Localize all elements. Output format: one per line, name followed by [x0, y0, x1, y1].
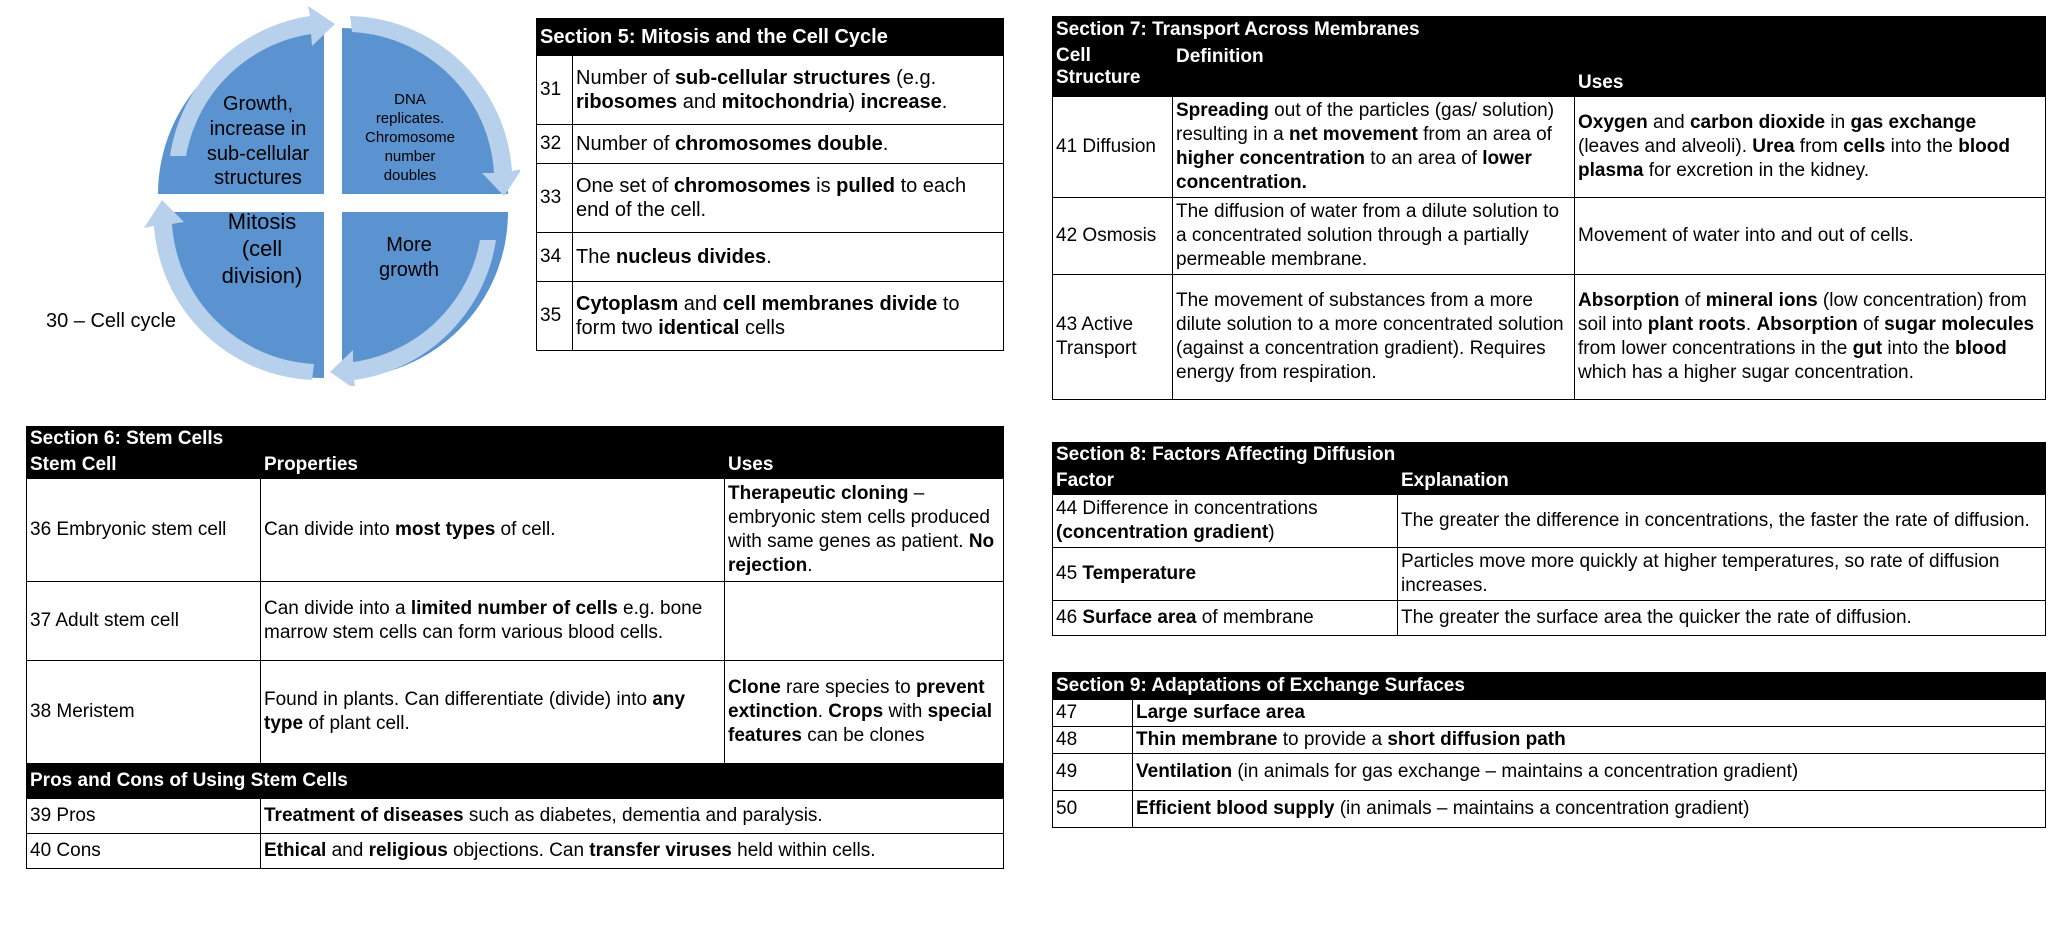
table-row: [27, 582, 1004, 661]
transport-name: 43 Active Transport: [1053, 275, 1173, 400]
factor-explanation: Particles move more quickly at higher temperatures, so rate of diffusion increases.: [1398, 548, 2046, 601]
table-row: [537, 164, 1004, 233]
table-row: [1053, 275, 2046, 400]
row-text: Ventilation (in animals for gas exchange – maintains a concentration gradient): [1133, 754, 2046, 791]
q1-line-1: Growth,: [222, 93, 294, 115]
section-5-table: [536, 18, 1004, 351]
row-text: Number of sub-cellular structures (e.g. ribosomes and mitochondria) increase.: [573, 56, 1004, 125]
row-number: 32: [537, 125, 573, 164]
stem-cell-uses: Therapeutic cloning – embryonic stem cells produced with same genes as patient. No rejection.: [725, 479, 1004, 582]
pros-text: Treatment of diseases such as diabetes, dementia and paralysis.: [261, 799, 1004, 834]
transport-definition: Spreading out of the particles (gas/ solution) resulting in a net movement from an area of higher concentration to an area of lower concentration.: [1173, 97, 1575, 198]
q3-line-2: (cell: [241, 236, 283, 261]
section-6-title: Section 6: Stem Cells: [27, 427, 1004, 452]
q4-line-2: growth: [378, 259, 440, 281]
row-text: Thin membrane to provide a short diffusion path: [1133, 727, 2046, 754]
row-text: Efficient blood supply (in animals – maintains a concentration gradient): [1133, 791, 2046, 828]
row-text: One set of chromosomes is pulled to each end of the cell.: [573, 164, 1004, 233]
transport-definition: The diffusion of water from a dilute solution to a concentrated solution through a partially permeable membrane.: [1173, 198, 1575, 275]
transport-uses: Absorption of mineral ions (low concentration) from soil into plant roots. Absorption of sugar molecules from lower concentrations in the gut into the blood which has a higher sugar concentration.: [1575, 275, 2046, 400]
row-number: 31: [537, 56, 573, 125]
row-number: 50: [1053, 791, 1133, 828]
transport-uses: Movement of water into and out of cells.: [1575, 198, 2046, 275]
cons-text: Ethical and religious objections. Can transfer viruses held within cells.: [261, 834, 1004, 869]
q2-line-4: number: [384, 148, 436, 165]
table-row: [1053, 198, 2046, 275]
row-number: 35: [537, 282, 573, 351]
q3-line-1: Mitosis: [227, 209, 297, 234]
stem-cell-properties: Found in plants. Can differentiate (divide) into any type of plant cell.: [261, 661, 725, 764]
row-text: Large surface area: [1133, 700, 2046, 727]
col-header-factor: Factor: [1053, 468, 1398, 495]
table-row: [537, 282, 1004, 351]
factor-name: 46 Surface area of membrane: [1053, 601, 1398, 636]
factor-name: 44 Difference in concentrations (concentration gradient): [1053, 495, 1398, 548]
stem-cell-name: 36 Embryonic stem cell: [27, 479, 261, 582]
section-7-table: [1052, 16, 2046, 400]
row-number: 49: [1053, 754, 1133, 791]
row-number: 33: [537, 164, 573, 233]
table-row: [1053, 700, 2046, 727]
stem-cell-properties: Can divide into a limited number of cells e.g. bone marrow stem cells can form various blood cells.: [261, 582, 725, 661]
section-8-table: [1052, 442, 2046, 636]
row-number: 48: [1053, 727, 1133, 754]
q3-line-3: division): [221, 263, 303, 288]
table-row: [27, 834, 1004, 869]
stem-cell-uses: [725, 582, 1004, 661]
stem-cell-name: 37 Adult stem cell: [27, 582, 261, 661]
factor-explanation: The greater the surface area the quicker the rate of diffusion.: [1398, 601, 2046, 636]
row-number: 34: [537, 233, 573, 282]
transport-name: 42 Osmosis: [1053, 198, 1173, 275]
q4-line-1: More: [386, 234, 432, 256]
row-text: Cytoplasm and cell membranes divide to form two identical cells: [573, 282, 1004, 351]
table-row: [1053, 601, 2046, 636]
table-row: [1053, 754, 2046, 791]
row-number: 47: [1053, 700, 1133, 727]
row-text: Number of chromosomes double.: [573, 125, 1004, 164]
row-text: The nucleus divides.: [573, 233, 1004, 282]
factor-name: 45 Temperature: [1053, 548, 1398, 601]
q2-line-5: doubles: [383, 167, 437, 184]
col-header-properties: Properties: [261, 452, 725, 479]
pros-cons-title: Pros and Cons of Using Stem Cells: [27, 764, 1004, 799]
section-5-title: Section 5: Mitosis and the Cell Cycle: [537, 19, 1004, 56]
q1-line-3: sub-cellular: [206, 143, 310, 165]
cell-cycle-caption: 30 – Cell cycle: [46, 310, 177, 332]
table-row: [27, 799, 1004, 834]
table-row: [537, 233, 1004, 282]
table-row: [537, 125, 1004, 164]
cons-label: 40 Cons: [27, 834, 261, 869]
table-row: [1053, 791, 2046, 828]
section-6-table: [26, 426, 1004, 869]
q1-line-2: increase in: [209, 118, 307, 140]
table-row: [1053, 495, 2046, 548]
q1-line-4: structures: [214, 167, 302, 189]
q2-line-2: replicates.: [375, 110, 445, 127]
section-9-title: Section 9: Adaptations of Exchange Surfaces: [1053, 673, 2046, 700]
table-row: [27, 661, 1004, 764]
section-7-title: Section 7: Transport Across Membranes: [1053, 17, 2046, 44]
table-row: [537, 56, 1004, 125]
table-row: [1053, 727, 2046, 754]
transport-name: 41 Diffusion: [1053, 97, 1173, 198]
col-header-cell-structure: Cell Structure: [1053, 44, 1173, 97]
stem-cell-name: 38 Meristem: [27, 661, 261, 764]
q2-line-3: Chromosome: [364, 129, 456, 146]
col-header-explanation: Explanation: [1398, 468, 2046, 495]
section-9-table: [1052, 672, 2046, 828]
table-row: [1053, 97, 2046, 198]
col-header-stem-cell: Stem Cell: [27, 452, 261, 479]
transport-uses: Oxygen and carbon dioxide in gas exchange (leaves and alveoli). Urea from cells into the blood plasma for excretion in the kidney.: [1575, 97, 2046, 198]
transport-definition: The movement of substances from a more dilute solution to a more concentrated solution (against a concentration gradient). Requires energy from respiration.: [1173, 275, 1575, 400]
table-row: [1053, 548, 2046, 601]
pros-label: 39 Pros: [27, 799, 261, 834]
col-header-uses: Uses: [725, 452, 1004, 479]
stem-cell-uses: Clone rare species to prevent extinction. Crops with special features can be clones: [725, 661, 1004, 764]
cell-cycle-wheel: [140, 6, 520, 386]
q2-line-1: DNA: [394, 91, 426, 108]
factor-explanation: The greater the difference in concentrations, the faster the rate of diffusion.: [1398, 495, 2046, 548]
col-header-definition: Definition: [1173, 44, 1575, 97]
col-header-uses: Uses: [1575, 44, 2046, 97]
table-row: [27, 479, 1004, 582]
stem-cell-properties: Can divide into most types of cell.: [261, 479, 725, 582]
section-8-title: Section 8: Factors Affecting Diffusion: [1053, 443, 2046, 468]
